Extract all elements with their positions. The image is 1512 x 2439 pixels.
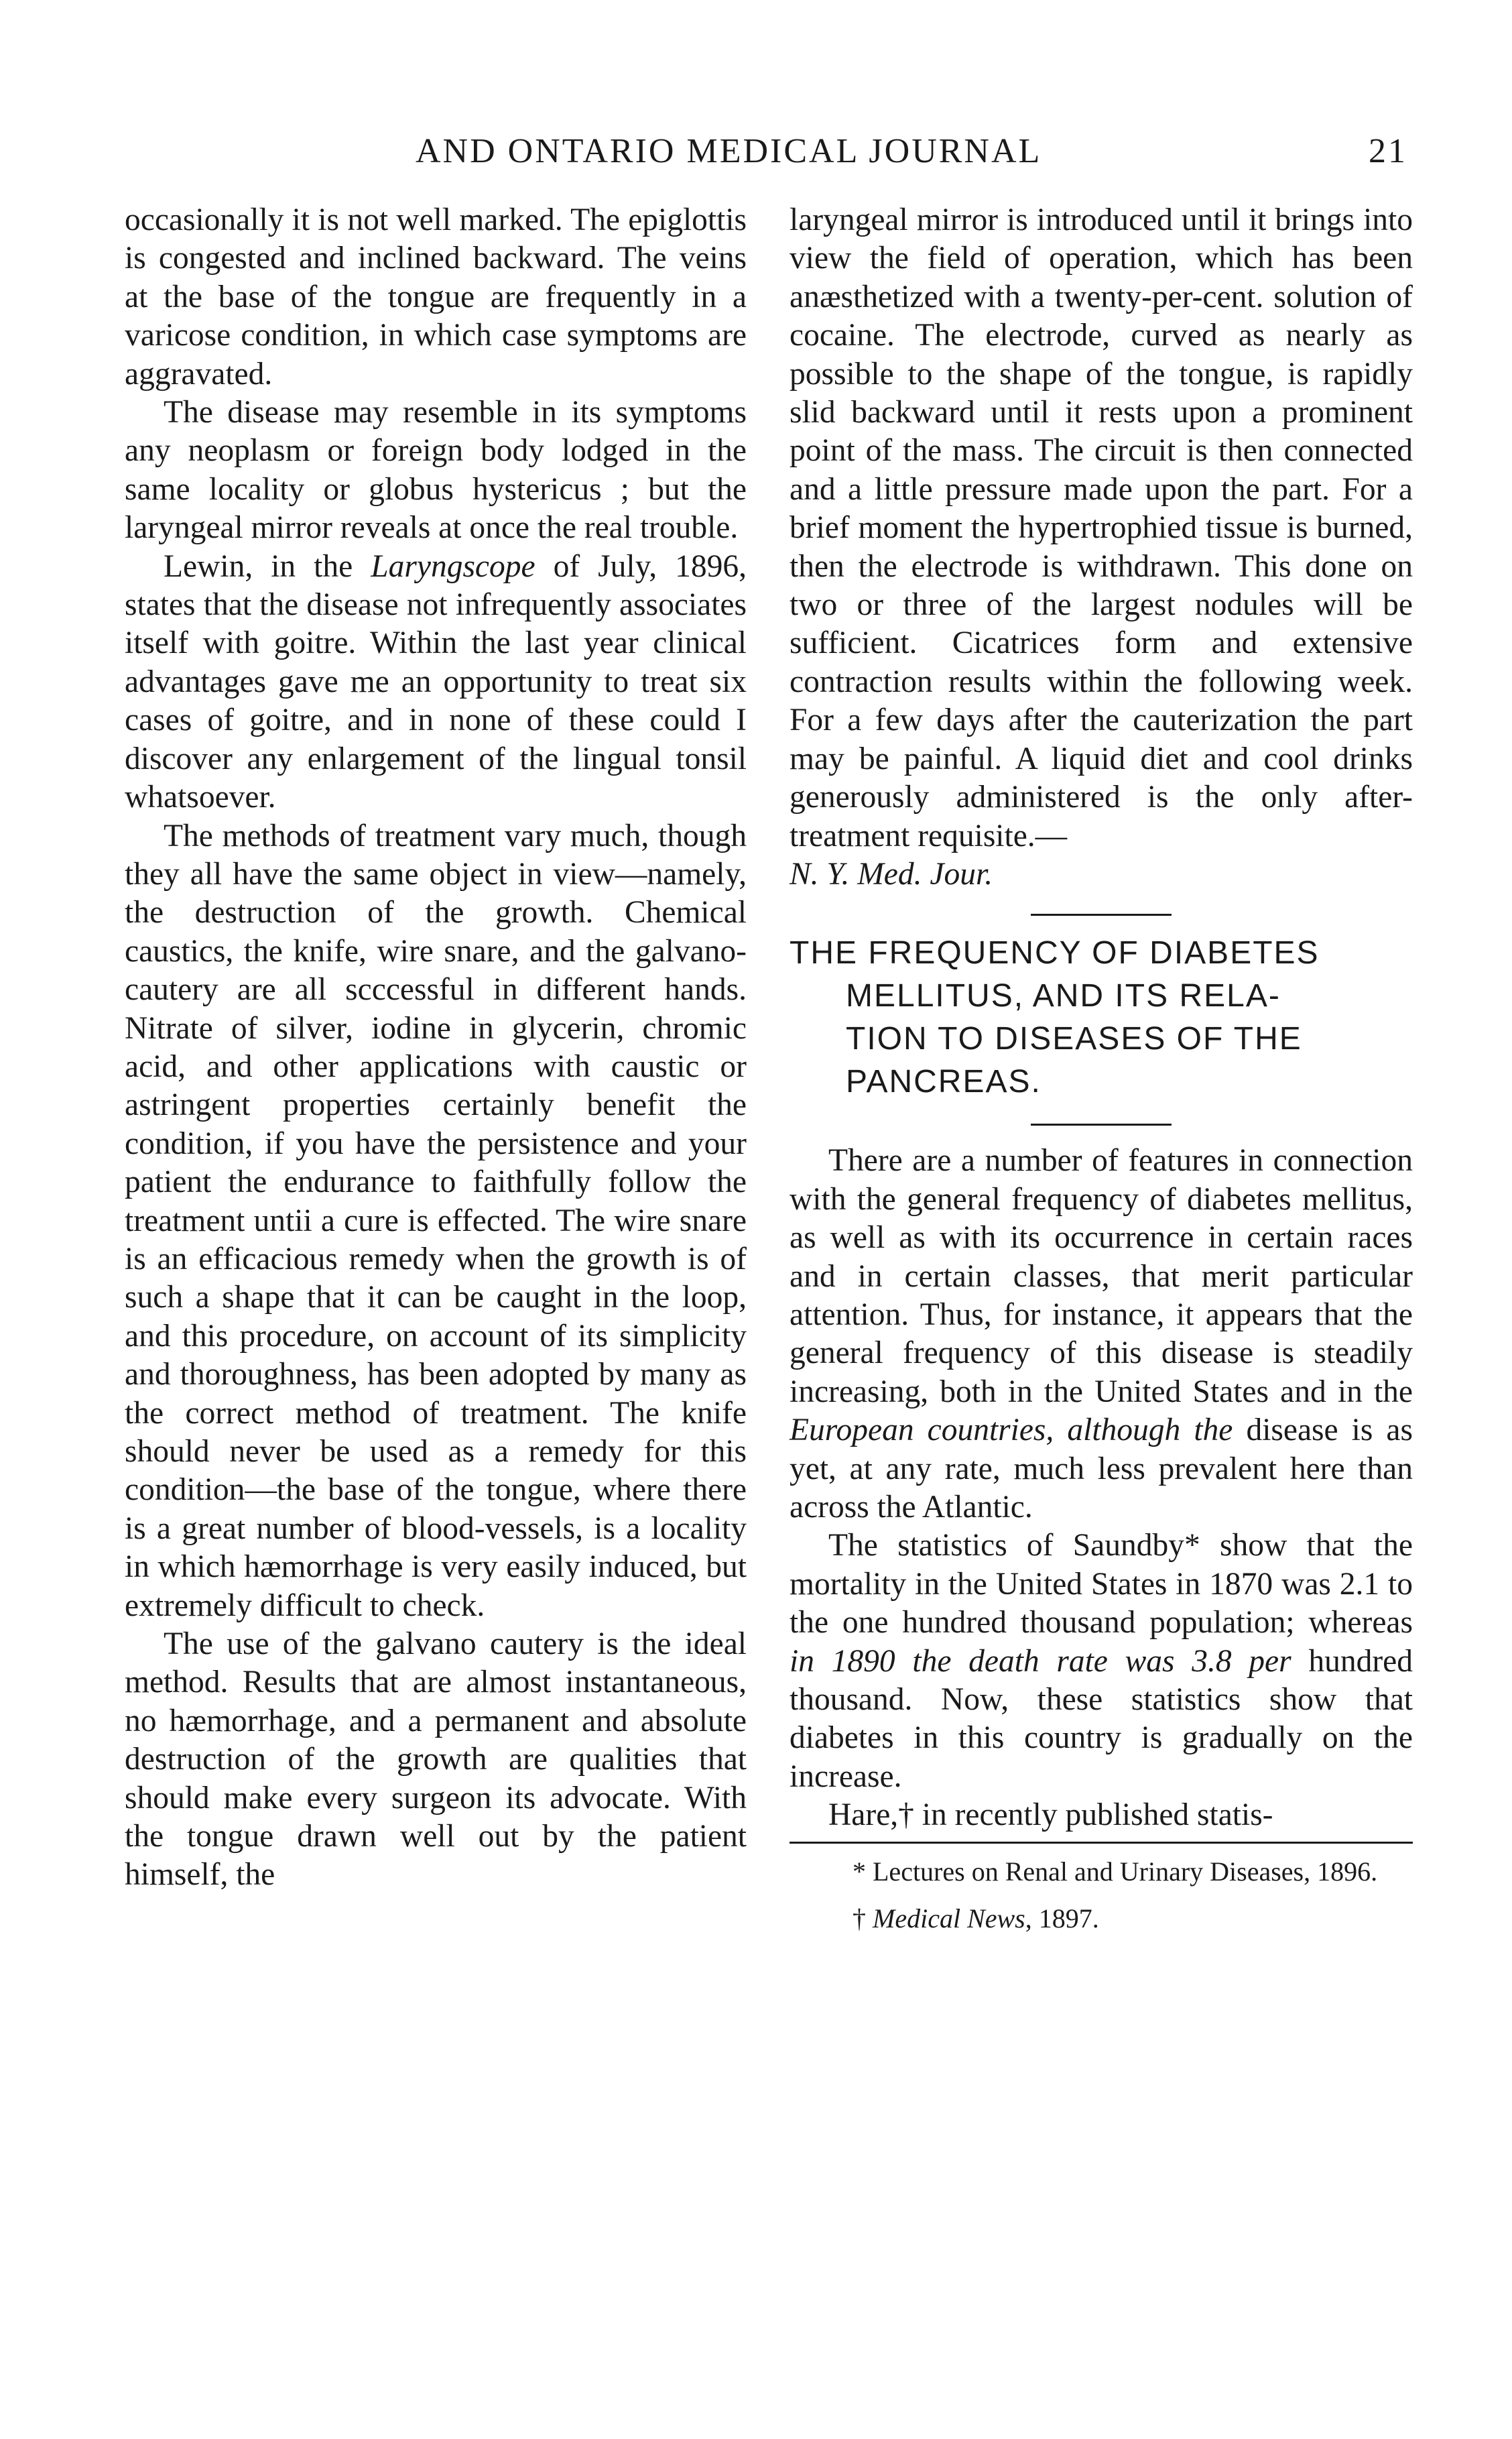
footnote-rule	[790, 1842, 1413, 1844]
footnote-saundby: * Lectures on Renal and Urinary Diseases, 1896.	[853, 1856, 1378, 1887]
saundby-text-a: The statistics of Saundby* show that the mortality in the United States in 1870 was 2.1 to the one hundred thousand population; whereas	[790, 1528, 1413, 1641]
section-divider-top	[1031, 914, 1172, 916]
footnote-year: , 1897.	[1025, 1903, 1099, 1934]
running-header	[402, 126, 1407, 180]
citation-ny-med-jour: N. Y. Med. Jour.	[790, 856, 993, 892]
frequency-text-italic: European countries, although the	[790, 1413, 1233, 1448]
page-number: 21	[1369, 132, 1407, 170]
frequency-text-c: disease is as yet, at any rate, much less prevalent here than across the Atlantic.	[790, 1413, 1413, 1525]
heading-line-1: THE FREQUENCY OF DIABETES	[790, 935, 1320, 971]
paragraph-diagnosis: The disease may resemble in its symptoms any neoplasm or foreign body lodged in the same locality or globus hystericus ; but the laryngeal mirror reveals at once the real trouble.	[125, 395, 747, 546]
footnote-hare	[790, 1901, 1413, 1936]
paragraph-saundby	[790, 1527, 1413, 1796]
saundby-text-c: hundred thousand. Now, these statistics show that diabetes in this country is gradually on the increase.	[790, 1643, 1413, 1794]
paragraph-lewin	[125, 548, 747, 817]
right-column	[790, 201, 1413, 1936]
saundby-text-italic: in 1890 the death rate was 3.8 per	[790, 1643, 1292, 1679]
journal-name-laryngoscope: Laryngscope	[371, 548, 536, 584]
paragraph-hare: Hare,† in recently published statis-	[828, 1797, 1273, 1833]
left-column	[125, 201, 747, 1895]
paragraph-galvano-cautery: The use of the galvano cautery is the ideal method. Results that are almost instantaneous, no hæmorrhage, and a permanent and absolute destruction of the growth are qualities that should make every surgeon its advocate. With the tongue drawn well out by the patient himself, the	[125, 1626, 747, 1893]
footnote-dagger: †	[853, 1903, 873, 1934]
procedure-text: laryngeal mirror is introduced until it brings into view the field of operation, which has been anæsthetized with a twenty-per-cent. solution of cocaine. The electrode, curved as nearly as possible to the shape of the tongue, is rapidly slid backward until it rests upon a prominent point of the mass. The circuit is then connected and a little pressure made upon the part. For a brief moment the hypertrophied tissue is burned, then the electrode is withdrawn. This done on two or three of the largest nodules will be sufficient. Cicatrices form and extensive contraction results within the following week. For a few days after the cauterization the part may be painful. A liquid diet and cool drinks generously administered is the only after-treatment requisite.—	[790, 202, 1413, 853]
heading-line-4: PANCREAS.	[846, 1064, 1042, 1100]
paragraph-procedure	[790, 201, 1413, 894]
article-heading	[790, 932, 1413, 1104]
footnote-source-medical-news: Medical News	[873, 1903, 1025, 1934]
lewin-text-before: Lewin, in the	[164, 548, 371, 584]
paragraph-frequency	[790, 1142, 1413, 1527]
paragraph-goitre-cases: Within the last year clinical advantages gave me an opportunity to treat six cases of goitre, and in none of these could I discover any enlargement of the lingual tonsil whatsoever.	[125, 626, 747, 815]
frequency-text-a: There are a number of features in connection with the general frequency of diabetes mellitus, as well as with its occurrence in certain races and in certain classes, that merit particular attention. Thus, for instance, it appears that the general frequency of this disease is steadily increasing, both in the United States and in the	[790, 1143, 1413, 1409]
heading-line-2: MELLITUS, AND ITS RELA-	[846, 978, 1281, 1014]
heading-line-3: TION TO DISEASES OF THE	[846, 1021, 1302, 1057]
running-title: AND ONTARIO MEDICAL JOURNAL	[416, 132, 1042, 170]
paragraph-treatment-methods: The methods of treatment vary much, though they all have the same object in view—namely, the destruction of the growth. Chemical caustics, the knife, wire snare, and the galvano-cautery are all scccessful in different hands. Nitrate of silver, iodine in glycerin, chromic acid, and other applications with caustic or astringent properties certainly benefit the condition, if you have the persistence and your patient the endurance to faithfully follow the treatment untii a cure is effected. The wire snare is an efficacious remedy when the growth is of such a shape that it can be caught in the loop, and this procedure, on account of its simplicity and thoroughness, has been adopted by many as the correct method of treatment. The knife should never be used as a remedy for this condition—the base of the tongue, where there is a great number of blood-vessels, is a locality in which hæmorrhage is very easily induced, but extremely difficult to check.	[125, 818, 747, 1623]
lewin-text-after: of July, 1896, states that the disease not infrequently associates itself with goitre.	[125, 548, 747, 661]
paragraph-symptoms: occasionally it is not well marked. The epiglottis is congested and inclined backward. The veins at the base of the tongue are frequently in a varicose condition, in which case symptoms are aggravated.	[125, 202, 747, 392]
section-divider-bottom	[1031, 1124, 1172, 1126]
